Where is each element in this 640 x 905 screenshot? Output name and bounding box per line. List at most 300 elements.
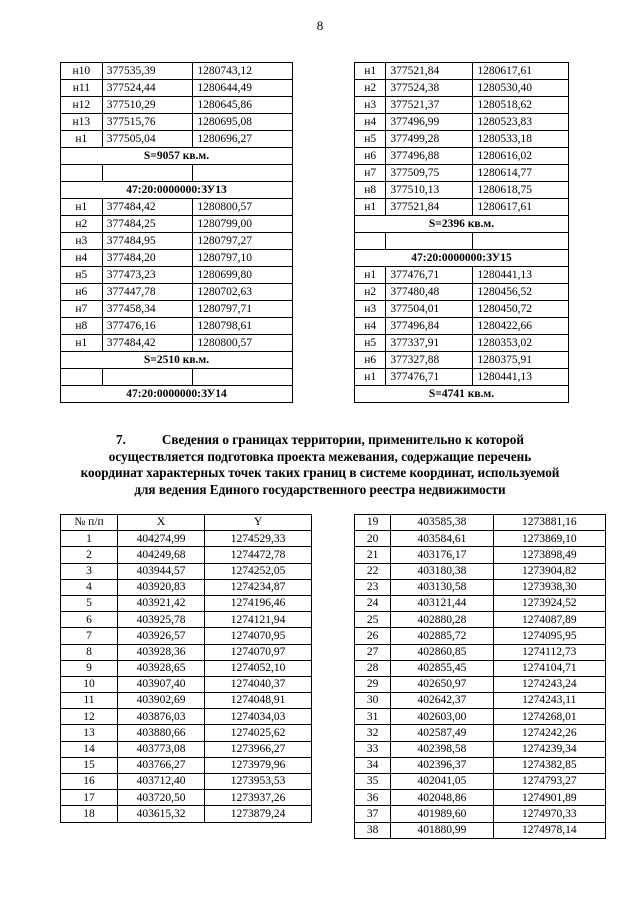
coord-x: 377480,48 (386, 284, 473, 301)
coord-y: 1274048,91 (205, 693, 312, 709)
boundary-coord-table-left (60, 514, 312, 823)
row-number: 23 (355, 579, 391, 595)
point-label: н3 (355, 301, 386, 318)
row-number: 20 (355, 531, 391, 547)
table-row (61, 352, 293, 369)
table-row (355, 165, 569, 182)
table-row (61, 774, 312, 790)
point-label: н5 (61, 267, 103, 284)
row-number: 14 (61, 741, 118, 757)
coord-x: 377496,99 (386, 114, 473, 131)
span-label: 47:20:0000000:ЗУ13 (61, 182, 293, 199)
coord-y: 1274978,14 (493, 822, 605, 838)
table-row (355, 628, 606, 644)
coord-y: 1274196,46 (205, 595, 312, 611)
coord-x: 377476,71 (386, 369, 473, 386)
coord-x: 377484,25 (102, 216, 193, 233)
coord-y: 1274243,24 (493, 676, 605, 692)
row-number: 30 (355, 693, 391, 709)
coord-x: 403928,36 (118, 644, 205, 660)
coord-y: 1274529,33 (205, 531, 312, 547)
table-row (355, 386, 569, 403)
table-row (61, 757, 312, 773)
coord-x: 402885,72 (391, 628, 493, 644)
coord-x: 403876,03 (118, 709, 205, 725)
table-row (355, 318, 569, 335)
table-row (355, 301, 569, 318)
coord-x: 377476,71 (386, 267, 473, 284)
table-row (61, 741, 312, 757)
table-row (355, 284, 569, 301)
blank-cell (61, 165, 103, 182)
coord-y: 1274793,27 (493, 774, 605, 790)
table-row (61, 199, 293, 216)
coord-y: 1280797,71 (193, 301, 293, 318)
row-number: 16 (61, 774, 118, 790)
table-row (61, 693, 312, 709)
coord-x: 377515,76 (102, 114, 193, 131)
row-number: 32 (355, 725, 391, 741)
coord-y: 1280617,61 (473, 63, 569, 80)
table-row (61, 563, 312, 579)
coord-x: 377484,20 (102, 250, 193, 267)
coord-y: 1273904,82 (493, 563, 605, 579)
coord-x: 377496,84 (386, 318, 473, 335)
coord-y: 1280616,02 (473, 148, 569, 165)
span-label: S=2396 кв.м. (355, 216, 569, 233)
coord-y: 1280450,72 (473, 301, 569, 318)
coord-x: 403902,69 (118, 693, 205, 709)
row-number: 25 (355, 612, 391, 628)
coord-x: 402642,37 (391, 693, 493, 709)
coord-y: 1280696,27 (193, 131, 293, 148)
coord-x: 377521,37 (386, 97, 473, 114)
coord-y: 1280644,49 (193, 80, 293, 97)
row-number: 29 (355, 676, 391, 692)
row-number: 1 (61, 531, 118, 547)
table-row (355, 757, 606, 773)
table-row (61, 165, 293, 182)
point-label: н4 (355, 114, 386, 131)
table-row (355, 709, 606, 725)
coord-y: 1280798,61 (193, 318, 293, 335)
coord-x: 377484,95 (102, 233, 193, 250)
table-row (355, 80, 569, 97)
point-label: н8 (61, 318, 103, 335)
span-label: S=2510 кв.м. (61, 352, 293, 369)
table-row (355, 335, 569, 352)
page-number: 8 (316, 18, 324, 33)
coord-x: 402587,49 (391, 725, 493, 741)
coord-y: 1280441,13 (473, 369, 569, 386)
table-row (355, 790, 606, 806)
row-number: 10 (61, 676, 118, 692)
section-heading-line: осуществляется подготовка проекта межевания, содержащие перечень (108, 448, 532, 464)
coord-y: 1274234,87 (205, 579, 312, 595)
coord-x: 403176,17 (391, 547, 493, 563)
table-row (355, 97, 569, 114)
coord-y: 1274052,10 (205, 660, 312, 676)
table-row (355, 199, 569, 216)
span-label: 47:20:0000000:ЗУ14 (61, 386, 293, 403)
table-row (355, 216, 569, 233)
coord-x: 377510,29 (102, 97, 193, 114)
coord-x: 377499,28 (386, 131, 473, 148)
coord-x: 403180,38 (391, 563, 493, 579)
coord-x: 377476,16 (102, 318, 193, 335)
point-label: н6 (61, 284, 103, 301)
table-row (61, 595, 312, 611)
coord-x: 403928,65 (118, 660, 205, 676)
row-number: 3 (61, 563, 118, 579)
row-number: 13 (61, 725, 118, 741)
row-number: 34 (355, 757, 391, 773)
table-header-row (61, 515, 312, 531)
coord-x: 403121,44 (391, 595, 493, 611)
table-row (355, 644, 606, 660)
coord-x: 403720,50 (118, 790, 205, 806)
coord-y: 1280456,52 (473, 284, 569, 301)
coord-x: 377505,04 (102, 131, 193, 148)
coord-y: 1273879,24 (205, 806, 312, 822)
table-row (355, 148, 569, 165)
coord-x: 377484,42 (102, 335, 193, 352)
blank-cell (102, 165, 193, 182)
table-row (61, 531, 312, 547)
coord-x: 377458,34 (102, 301, 193, 318)
coord-x: 377327,88 (386, 352, 473, 369)
coord-x: 377524,44 (102, 80, 193, 97)
coord-y: 1273979,96 (205, 757, 312, 773)
row-number: 31 (355, 709, 391, 725)
table-row (355, 267, 569, 284)
row-number: 15 (61, 757, 118, 773)
row-number: 38 (355, 822, 391, 838)
table-row (355, 822, 606, 838)
header-y: Y (205, 515, 312, 531)
coord-y: 1280614,77 (473, 165, 569, 182)
table-row (355, 725, 606, 741)
boundary-coord-table-right (354, 514, 606, 839)
table-row (355, 806, 606, 822)
coord-x: 377521,84 (386, 63, 473, 80)
table-row (61, 63, 293, 80)
row-number: 28 (355, 660, 391, 676)
coord-y: 1280422,66 (473, 318, 569, 335)
coord-x: 401989,60 (391, 806, 493, 822)
row-number: 36 (355, 790, 391, 806)
coord-y: 1274239,34 (493, 741, 605, 757)
point-label: н2 (355, 80, 386, 97)
coord-y: 1274472,78 (205, 547, 312, 563)
point-label: н7 (355, 165, 386, 182)
blank-cell (473, 233, 569, 250)
table-row (61, 386, 293, 403)
table-row (61, 301, 293, 318)
row-number: 24 (355, 595, 391, 611)
coord-y: 1280530,40 (473, 80, 569, 97)
coord-x: 403766,27 (118, 757, 205, 773)
coord-y: 1274121,94 (205, 612, 312, 628)
table-row (355, 660, 606, 676)
point-label: н1 (355, 369, 386, 386)
coord-x: 402880,28 (391, 612, 493, 628)
coord-y: 1274070,95 (205, 628, 312, 644)
coord-y: 1274268,01 (493, 709, 605, 725)
table-row (61, 628, 312, 644)
table-row (355, 233, 569, 250)
point-label: н1 (61, 199, 103, 216)
coord-x: 402041,05 (391, 774, 493, 790)
table-row (355, 579, 606, 595)
table-row (355, 114, 569, 131)
table-row (61, 709, 312, 725)
row-number: 17 (61, 790, 118, 806)
coord-x: 403920,83 (118, 579, 205, 595)
row-number: 21 (355, 547, 391, 563)
row-number: 12 (61, 709, 118, 725)
coord-x: 403130,58 (391, 579, 493, 595)
table-row (61, 676, 312, 692)
table-row (355, 369, 569, 386)
coord-x: 377473,23 (102, 267, 193, 284)
point-label: н1 (355, 63, 386, 80)
coord-y: 1280353,02 (473, 335, 569, 352)
table-row (355, 547, 606, 563)
coord-y: 1280800,57 (193, 335, 293, 352)
row-number: 11 (61, 693, 118, 709)
parcel-table-left (60, 62, 293, 403)
section-heading-line: координат характерных точек таких границ в системе координат, используемой (80, 465, 560, 480)
coord-x: 402860,85 (391, 644, 493, 660)
table-row (355, 63, 569, 80)
point-label: н1 (355, 267, 386, 284)
table-row (61, 790, 312, 806)
table-row (355, 693, 606, 709)
coord-y: 1273938,30 (493, 579, 605, 595)
row-number: 8 (61, 644, 118, 660)
coord-y: 1274970,33 (493, 806, 605, 822)
table-row (61, 335, 293, 352)
table-row (61, 369, 293, 386)
coord-x: 403773,08 (118, 741, 205, 757)
coord-x: 403925,78 (118, 612, 205, 628)
coord-x: 377447,78 (102, 284, 193, 301)
coord-x: 403585,38 (391, 515, 493, 531)
coord-y: 1280375,91 (473, 352, 569, 369)
row-number: 19 (355, 515, 391, 531)
point-label: н1 (61, 131, 103, 148)
coord-y: 1274070,97 (205, 644, 312, 660)
table-row (355, 612, 606, 628)
coord-x: 402398,58 (391, 741, 493, 757)
coord-x: 377504,01 (386, 301, 473, 318)
coord-x: 403944,57 (118, 563, 205, 579)
table-row (61, 250, 293, 267)
row-number: 4 (61, 579, 118, 595)
point-label: н12 (61, 97, 103, 114)
coord-x: 403712,40 (118, 774, 205, 790)
span-label: S=4741 кв.м. (355, 386, 569, 403)
coord-x: 402855,45 (391, 660, 493, 676)
point-label: н7 (61, 301, 103, 318)
coord-y: 1280645,86 (193, 97, 293, 114)
blank-cell (61, 369, 103, 386)
coord-x: 377337,91 (386, 335, 473, 352)
table-row (61, 547, 312, 563)
coord-y: 1280799,00 (193, 216, 293, 233)
coord-y: 1280523,83 (473, 114, 569, 131)
row-number: 18 (61, 806, 118, 822)
coord-y: 1280518,62 (473, 97, 569, 114)
table-row (355, 531, 606, 547)
point-label: н1 (61, 335, 103, 352)
coord-y: 1280797,27 (193, 233, 293, 250)
row-number: 7 (61, 628, 118, 644)
coord-y: 1274112,73 (493, 644, 605, 660)
span-label: 47:20:0000000:ЗУ15 (355, 250, 569, 267)
point-label: н2 (61, 216, 103, 233)
coord-x: 404274,99 (118, 531, 205, 547)
section-heading (60, 432, 580, 498)
coord-x: 377496,88 (386, 148, 473, 165)
table-row (61, 284, 293, 301)
table-row (61, 233, 293, 250)
table-row (61, 80, 293, 97)
table-row (61, 612, 312, 628)
section-number: 7. (116, 432, 126, 447)
table-row (355, 741, 606, 757)
coord-x: 377509,75 (386, 165, 473, 182)
point-label: н13 (61, 114, 103, 131)
table-row (61, 660, 312, 676)
table-row (355, 131, 569, 148)
table-row (61, 579, 312, 595)
table-row (61, 148, 293, 165)
point-label: н3 (355, 97, 386, 114)
coord-y: 1274104,71 (493, 660, 605, 676)
coord-x: 403615,32 (118, 806, 205, 822)
table-row (61, 216, 293, 233)
point-label: н2 (355, 284, 386, 301)
coord-x: 401880,99 (391, 822, 493, 838)
table-row (355, 676, 606, 692)
table-row (61, 97, 293, 114)
coord-y: 1280617,61 (473, 199, 569, 216)
point-label: н8 (355, 182, 386, 199)
point-label: н5 (355, 131, 386, 148)
row-number: 5 (61, 595, 118, 611)
table-row (61, 806, 312, 822)
blank-cell (102, 369, 193, 386)
row-number: 33 (355, 741, 391, 757)
point-label: н5 (355, 335, 386, 352)
coord-y: 1280800,57 (193, 199, 293, 216)
table-row (61, 267, 293, 284)
coord-y: 1273937,26 (205, 790, 312, 806)
coord-x: 377524,38 (386, 80, 473, 97)
coord-x: 403880,66 (118, 725, 205, 741)
coord-x: 377484,42 (102, 199, 193, 216)
coord-y: 1280797,10 (193, 250, 293, 267)
section-heading-line: для ведения Единого государственного реестра недвижимости (134, 481, 506, 497)
point-label: н11 (61, 80, 103, 97)
coord-x: 402650,97 (391, 676, 493, 692)
row-number: 37 (355, 806, 391, 822)
coord-x: 404249,68 (118, 547, 205, 563)
table-row (355, 515, 606, 531)
row-number: 27 (355, 644, 391, 660)
coord-x: 402603,00 (391, 709, 493, 725)
table-row (61, 644, 312, 660)
blank-cell (193, 165, 293, 182)
coord-x: 377521,84 (386, 199, 473, 216)
table-row (61, 725, 312, 741)
point-label: н1 (355, 199, 386, 216)
row-number: 26 (355, 628, 391, 644)
coord-y: 1274095,95 (493, 628, 605, 644)
row-number: 22 (355, 563, 391, 579)
header-x: X (118, 515, 205, 531)
coord-y: 1274034,03 (205, 709, 312, 725)
coord-x: 403907,40 (118, 676, 205, 692)
coord-y: 1274243,11 (493, 693, 605, 709)
table-row (355, 250, 569, 267)
coord-y: 1273898,49 (493, 547, 605, 563)
coord-y: 1280618,75 (473, 182, 569, 199)
coord-y: 1273881,16 (493, 515, 605, 531)
coord-y: 1274242,26 (493, 725, 605, 741)
coord-y: 1274087,89 (493, 612, 605, 628)
coord-x: 403584,61 (391, 531, 493, 547)
span-label: S=9057 кв.м. (61, 148, 293, 165)
coord-x: 403926,57 (118, 628, 205, 644)
coord-y: 1274901,89 (493, 790, 605, 806)
coord-y: 1274382,85 (493, 757, 605, 773)
table-row (61, 114, 293, 131)
row-number: 9 (61, 660, 118, 676)
point-label: н4 (355, 318, 386, 335)
coord-y: 1280441,13 (473, 267, 569, 284)
blank-cell (386, 233, 473, 250)
point-label: н6 (355, 352, 386, 369)
coord-x: 402048,86 (391, 790, 493, 806)
coord-y: 1273869,10 (493, 531, 605, 547)
coord-y: 1280702,63 (193, 284, 293, 301)
coord-y: 1280743,12 (193, 63, 293, 80)
parcel-table-right (354, 62, 569, 403)
table-row (355, 182, 569, 199)
row-number: 2 (61, 547, 118, 563)
table-row (61, 182, 293, 199)
row-number: 6 (61, 612, 118, 628)
table-row (355, 595, 606, 611)
coord-x: 402396,37 (391, 757, 493, 773)
table-row (355, 774, 606, 790)
coord-x: 403921,42 (118, 595, 205, 611)
table-row (355, 352, 569, 369)
coord-y: 1274252,05 (205, 563, 312, 579)
point-label: н10 (61, 63, 103, 80)
section-heading-line: Сведения о границах территории, применительно к которой (161, 432, 524, 447)
table-row (61, 131, 293, 148)
coord-y: 1274040,37 (205, 676, 312, 692)
table-row (355, 563, 606, 579)
header-number: № п/п (61, 515, 118, 531)
coord-y: 1273953,53 (205, 774, 312, 790)
point-label: н6 (355, 148, 386, 165)
coord-x: 377510,13 (386, 182, 473, 199)
